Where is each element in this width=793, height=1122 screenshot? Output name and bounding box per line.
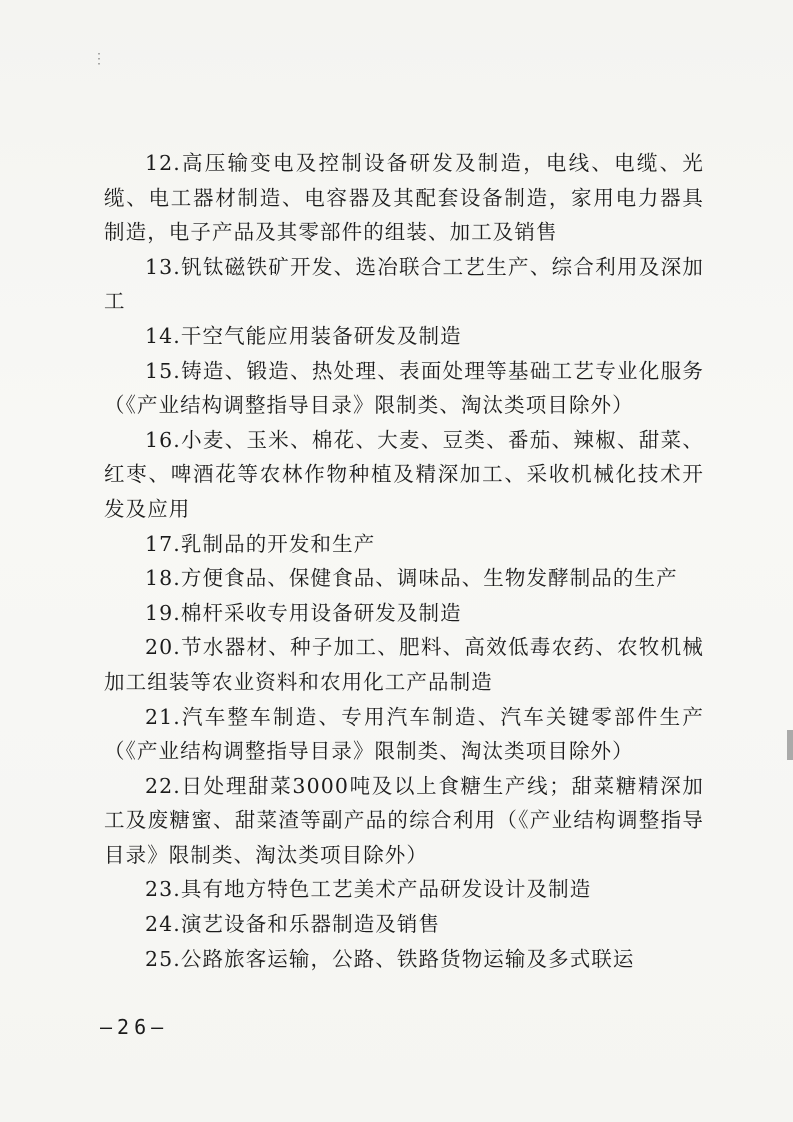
list-item: 18.方便食品、保健食品、调味品、生物发酵制品的生产 — [145, 566, 678, 591]
list-item: 23.具有地方特色工艺美术产品研发设计及制造 — [145, 877, 592, 902]
scan-edge-mark — [787, 730, 793, 760]
list-item: 15.铸造、锻造、热处理、表面处理等基础工艺专业化服务（《产业结构调整指导目录》限制类、淘汰类项目除外） — [104, 358, 704, 418]
list-item: 12.高压输变电及控制设备研发及制造，电线、电缆、光缆、电工器材制造、电容器及其配套设备制造，家用电力器具制造，电子产品及其零部件的组装、加工及销售 — [104, 151, 704, 245]
list-item: 16.小麦、玉米、棉花、大麦、豆类、番茄、辣椒、甜菜、红枣、啤酒花等农林作物种植及精深加工、采收机械化技术开发及应用 — [104, 427, 704, 521]
list-item: 14.干空气能应用装备研发及制造 — [145, 323, 462, 348]
list-item: 21.汽车整车制造、专用汽车制造、汽车关键零部件生产（《产业结构调整指导目录》限制类、淘汰类项目除外） — [104, 704, 704, 764]
scan-speck: ⋮ — [92, 51, 106, 67]
list-item: 25.公路旅客运输，公路、铁路货物运输及多式联运 — [145, 946, 635, 971]
industry-list — [104, 146, 704, 976]
list-item: 13.钒钛磁铁矿开发、选冶联合工艺生产、综合利用及深加工 — [104, 254, 704, 314]
page-number: —26— — [100, 1015, 169, 1039]
list-item: 19.棉杆采收专用设备研发及制造 — [145, 600, 462, 625]
list-item: 24.演艺设备和乐器制造及销售 — [145, 912, 441, 937]
list-item: 22.日处理甜菜3000吨及以上食糖生产线；甜菜糖精深加工及废糖蜜、甜菜渣等副产品的综合利用（《产业结构调整指导目录》限制类、淘汰类项目除外） — [104, 773, 704, 867]
list-item: 17.乳制品的开发和生产 — [145, 531, 376, 556]
list-item: 20.节水器材、种子加工、肥料、高效低毒农药、农牧机械加工组装等农业资料和农用化工产品制造 — [104, 635, 704, 694]
